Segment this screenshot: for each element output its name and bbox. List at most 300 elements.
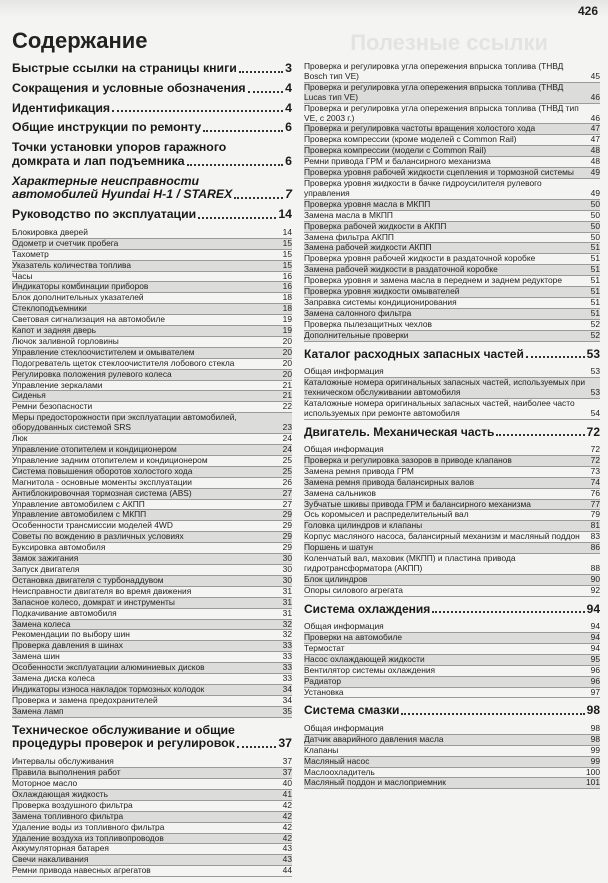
toc-entry-page: 51	[590, 253, 600, 264]
toc-entry-page: 21	[282, 379, 292, 390]
manual-list	[12, 228, 292, 718]
toc-entry[interactable]	[12, 381, 292, 392]
toc-section-manual-leader	[198, 217, 276, 219]
toc-entry-page: 98	[590, 733, 600, 744]
toc-section-leader	[248, 91, 284, 93]
toc-entry[interactable]	[12, 239, 292, 250]
engine-list	[304, 445, 600, 597]
toc-entry[interactable]	[12, 866, 292, 877]
toc-entry-text: Система повышения оборотов холостого хода	[12, 465, 193, 476]
toc-section[interactable]	[12, 121, 292, 135]
toc-entry-page: 19	[282, 314, 292, 325]
toc-entry-text: Интервалы обслуживания	[12, 756, 114, 767]
toc-entry-text: Проверка уровня масла в МКПП	[304, 198, 431, 209]
toc-entry-text: Общая информация	[304, 722, 384, 733]
toc-entry-text: Замена диска колеса	[12, 673, 95, 684]
toc-entry-page: 50	[590, 209, 600, 220]
toc-entry-text: Ремни привода ГРМ и балансирного механизма	[304, 156, 491, 167]
toc-entry-text: Одометр и счетчик пробега	[12, 237, 119, 248]
toc-entry-page: 23	[282, 422, 292, 433]
cooling-list	[304, 622, 600, 698]
toc-entry-page: 32	[282, 629, 292, 640]
toc-entry-page: 42	[282, 799, 292, 810]
toc-section[interactable]	[12, 102, 292, 116]
toc-entry-text: Проверка давления в шинах	[12, 640, 123, 651]
toc-entry-page: 79	[590, 509, 600, 520]
toc-entry-page: 49	[590, 167, 600, 178]
toc-entry-page: 25	[282, 454, 292, 465]
top-strip	[0, 0, 608, 18]
toc-entry-page: 88	[590, 562, 600, 573]
toc-entry-text: Проверка и регулировка угла опережения впрыска топлива (ТНВД тип VE, с 2003 г.)	[304, 102, 579, 123]
toc-entry-page: 53	[590, 366, 600, 376]
toc-entry-page: 37	[282, 756, 292, 767]
toc-entry[interactable]	[304, 179, 600, 200]
toc-entry-page: 81	[590, 520, 600, 531]
toc-section-jack-leader	[187, 164, 284, 166]
toc-entry-page: 46	[590, 112, 600, 123]
toc-entry-text: Проверка и регулировка частоты вращения холостого хода	[304, 123, 536, 134]
toc-entry-page: 51	[590, 242, 600, 253]
right-column	[304, 62, 600, 795]
toc-entry[interactable]	[304, 677, 600, 688]
toc-entry-page: 33	[282, 651, 292, 662]
toc-entry-text: Замена рабочей жидкости в раздаточной коробке	[304, 264, 498, 275]
toc-entry-page: 21	[282, 390, 292, 401]
toc-entry-text: Опоры силового агрегата	[304, 584, 403, 595]
toc-entry-text: Проверка и регулировка зазоров в приводе клапанов	[304, 454, 512, 465]
toc-entry-text: Замена ламп	[12, 705, 64, 716]
left-column	[12, 62, 292, 883]
toc-section-lubrication-page: 98	[586, 703, 600, 718]
toc-entry-text: Масляный поддон и маслоприемник	[304, 777, 446, 788]
toc-entry-page: 99	[590, 744, 600, 755]
toc-section-engine-leader	[496, 434, 584, 436]
toc-entry-page: 95	[590, 653, 600, 664]
toc-entry-text: Буксировка автомобиля	[12, 542, 106, 553]
toc-entry[interactable]	[304, 633, 600, 644]
toc-section-catalog-page: 53	[586, 346, 600, 361]
toc-entry-text: Дополнительные проверки	[304, 329, 409, 340]
toc-entry-page: 16	[282, 281, 292, 292]
toc-entry-text: Проверка уровня жидкости омывателей	[304, 286, 460, 297]
toc-entry-page: 29	[282, 531, 292, 542]
toc-entry-text: Магнитола - основные моменты эксплуатации	[12, 476, 192, 487]
toc-section-cooling-page: 94	[586, 601, 600, 616]
toc-entry-text: Замена топливного фильтра	[12, 810, 124, 821]
toc-entry-page: 48	[590, 156, 600, 167]
toc-entry-text: Запуск двигателя	[12, 563, 80, 574]
toc-entry-text: Индикаторы комбинации приборов	[12, 281, 149, 292]
pre-list	[304, 62, 600, 342]
toc-section-page: 6	[285, 120, 292, 135]
toc-entry-page: 26	[282, 476, 292, 487]
toc-entry-text: Зубчатые шкивы привода ГРМ и балансирного механизма	[304, 498, 531, 509]
toc-entry-page: 94	[590, 621, 600, 632]
toc-entry-text: Термостат	[304, 642, 345, 653]
toc-section-engine[interactable]	[304, 426, 600, 439]
toc-entry-page: 77	[590, 498, 600, 509]
toc-entry-page: 100	[586, 766, 600, 777]
toc-entry[interactable]	[304, 399, 600, 420]
toc-entry-text: Каталожные номера оригинальных запасных частей, используемых при техническом обслуживании автомобиля	[304, 376, 586, 397]
page-title: Содержание	[12, 28, 148, 53]
toc-entry-page: 34	[282, 694, 292, 705]
toc-entry-page: 32	[282, 618, 292, 629]
toc-entry-page: 43	[282, 843, 292, 854]
toc-entry[interactable]	[12, 598, 292, 609]
toc-entry-page: 54	[590, 407, 600, 418]
toc-entry-page: 20	[282, 368, 292, 379]
toc-section-catalog-text: Каталог расходных запасных частей	[304, 346, 524, 361]
toc-entry[interactable]	[12, 609, 292, 620]
toc-entry-text: Клапаны	[304, 744, 339, 755]
toc-entry-page: 35	[282, 705, 292, 716]
toc-section-faults-line2-row	[12, 188, 292, 202]
toc-section-jack-line2-row	[12, 155, 292, 169]
toc-entry-page: 29	[282, 542, 292, 553]
toc-entry-page: 53	[590, 386, 600, 397]
toc-entry-page: 92	[590, 584, 600, 595]
toc-section-jack-line1: Точки установки упоров гаражного	[12, 140, 227, 155]
toc-entry-page: 72	[590, 443, 600, 454]
toc-entry-text: Указатель количества топлива	[12, 259, 132, 270]
toc-entry-text: Блок цилиндров	[304, 573, 368, 584]
toc-entry-text: Замена ремня привода ГРМ	[304, 465, 414, 476]
toc-entry[interactable]	[12, 478, 292, 489]
toc-section-page: 3	[285, 61, 292, 75]
toc-section-text: Быстрые ссылки на страницы книги	[12, 61, 237, 75]
toc-section-manual-text: Руководство по эксплуатации	[12, 207, 197, 222]
toc-section-service-line2: процедуры проверок и регулировок	[12, 736, 235, 751]
toc-section-service-page: 37	[278, 736, 292, 751]
toc-entry-text: Свечи накаливания	[12, 854, 89, 865]
toc-entry-page: 31	[282, 596, 292, 607]
toc-entry-text: Масляный насос	[304, 755, 370, 766]
toc-entry[interactable]	[12, 413, 292, 434]
toc-entry-page: 94	[590, 642, 600, 653]
toc-entry-page: 33	[282, 673, 292, 684]
toc-entry-text: Советы по вождению в различных условиях	[12, 531, 184, 542]
toc-entry-page: 30	[282, 574, 292, 585]
toc-entry-page: 37	[282, 767, 292, 778]
toc-entry-page: 51	[590, 307, 600, 318]
toc-section-faults-page: 7	[285, 187, 292, 202]
toc-section-text: Сокращения и условные обозначения	[12, 80, 246, 95]
toc-entry[interactable]	[304, 331, 600, 342]
toc-entry-page: 30	[282, 553, 292, 564]
toc-entry-page: 41	[282, 788, 292, 799]
toc-entry-page: 20	[282, 346, 292, 357]
toc-entry-text: Установка	[304, 686, 344, 697]
toc-entry-text: Запасное колесо, домкрат и инструменты	[12, 596, 175, 607]
toc-section-page: 4	[285, 80, 292, 95]
toc-entry-text: Подкачивание автомобиля	[12, 607, 117, 618]
toc-section-cooling[interactable]	[304, 603, 600, 616]
toc-entry-page: 27	[282, 498, 292, 509]
toc-entry-page: 74	[590, 476, 600, 487]
toc-entry[interactable]	[12, 261, 292, 272]
toc-entry-page: 52	[590, 329, 600, 340]
toc-section-catalog[interactable]	[304, 348, 600, 361]
toc-entry-page: 96	[590, 675, 600, 686]
toc-entry-text: Тахометр	[12, 248, 49, 259]
toc-entry[interactable]	[12, 250, 292, 261]
toc-entry-page: 72	[590, 454, 600, 465]
toc-entry-page: 48	[590, 145, 600, 156]
toc-entry-page: 29	[282, 520, 292, 531]
toc-section-engine-page: 72	[586, 424, 600, 439]
toc-entry-page: 20	[282, 357, 292, 368]
toc-entry-text: Замена масла в МКПП	[304, 209, 393, 220]
toc-entry-text: Заправка системы кондиционирования	[304, 296, 457, 307]
toc-entry-page: 18	[282, 292, 292, 303]
toc-entry-text: Вентилятор системы охлаждения	[304, 664, 436, 675]
toc-entry-page: 14	[282, 226, 292, 237]
toc-entry[interactable]	[304, 746, 600, 757]
toc-entry-page: 40	[282, 778, 292, 789]
toc-section-text: Идентификация	[12, 100, 111, 115]
toc-entry-page: 33	[282, 640, 292, 651]
toc-section-lubrication-text: Система смазки	[304, 703, 400, 718]
toc-entry-text: Лючок заливной горловины	[12, 335, 119, 346]
toc-entry-text: Датчик аварийного давления масла	[304, 733, 444, 744]
toc-entry[interactable]	[12, 812, 292, 823]
toc-section-jack-line2: домкрата и лап подъемника	[12, 153, 185, 168]
toc-entry-text: Капот и задняя дверь	[12, 325, 97, 336]
toc-entry-page: 51	[590, 264, 600, 275]
toc-section-jack-page: 6	[285, 153, 292, 168]
toc-entry[interactable]	[304, 378, 600, 399]
toc-entry-text: Замок зажигания	[12, 553, 79, 564]
toc-entry[interactable]	[304, 211, 600, 222]
toc-entry-text: Проверка уровня и замена масла в переднем и заднем редукторе	[304, 275, 562, 286]
toc-entry-text: Проверка уровня рабочей жидкости сцепления и тормозной системы	[304, 167, 574, 178]
toc-entry-page: 42	[282, 821, 292, 832]
toc-entry-text: Проверка воздушного фильтра	[12, 799, 133, 810]
toc-entry-text: Ремни привода навесных агрегатов	[12, 865, 151, 876]
page-number: 426	[577, 4, 598, 18]
toc-entry-text: Замена салонного фильтра	[304, 307, 412, 318]
toc-entry-page: 99	[590, 755, 600, 766]
toc-entry-page: 42	[282, 810, 292, 821]
toc-entry-text: Проверка пылезащитных чехлов	[304, 318, 432, 329]
toc-entry-text: Замена фильтра АКПП	[304, 231, 394, 242]
toc-entry-page: 97	[590, 686, 600, 697]
toc-entry-text: Часы	[12, 270, 33, 281]
toc-entry[interactable]	[12, 370, 292, 381]
toc-section-faults-line2: автомобилей Hyundai H-1 / STAREX	[12, 187, 233, 202]
toc-entry-page: 86	[590, 542, 600, 553]
toc-entry-page: 76	[590, 487, 600, 498]
toc-entry-page: 50	[590, 220, 600, 231]
toc-entry-text: Поршень и шатун	[304, 542, 373, 553]
toc-entry-text: Радиатор	[304, 675, 342, 686]
toc-entry-text: Ось коромысел и распределительный вал	[304, 509, 469, 520]
toc-section[interactable]	[12, 82, 292, 96]
toc-entry[interactable]	[12, 707, 292, 718]
toc-section-leader	[112, 110, 283, 112]
ghost-heading: Полезные ссылки	[350, 30, 548, 55]
toc-entry-text: Управление отопителем и кондиционером	[12, 444, 177, 455]
toc-entry-page: 50	[590, 198, 600, 209]
toc-entry-text: Коленчатый вал, маховик (МКПП) и пластина привода гидротрансформатора (АКПП)	[304, 553, 516, 573]
toc-entry[interactable]	[304, 489, 600, 500]
toc-entry-text: Регулировка положения рулевого колеса	[12, 368, 172, 379]
toc-entry-page: 33	[282, 662, 292, 673]
toc-entry-page: 19	[282, 325, 292, 336]
toc-entry[interactable]	[304, 757, 600, 768]
toc-entry-text: Управление стеклоочистителем и омывателем	[12, 346, 195, 357]
toc-entry-page: 101	[586, 777, 600, 788]
toc-entry-page: 15	[282, 259, 292, 270]
toc-entry-text: Управление задним отопителем и кондиционером	[12, 454, 208, 465]
toc-entry-page: 47	[590, 123, 600, 134]
toc-entry-page: 51	[590, 286, 600, 297]
toc-entry-text: Проверка уровня рабочей жидкости в раздаточной коробке	[304, 253, 536, 264]
toc-section-catalog-leader	[526, 356, 585, 358]
toc-entry-page: 43	[282, 854, 292, 865]
toc-entry-page: 44	[282, 865, 292, 876]
toc-entry-page: 83	[590, 531, 600, 542]
toc-entry-page: 15	[282, 248, 292, 259]
toc-entry-text: Управление зеркалами	[12, 379, 103, 390]
toc-entry-page: 46	[590, 91, 600, 102]
toc-entry[interactable]	[304, 62, 600, 83]
toc-entry-text: Блок дополнительных указателей	[12, 292, 144, 303]
toc-entry-text: Проверка и регулировка угла опережения впрыска топлива (ТНВД Lucas тип VE)	[304, 81, 564, 102]
toc-section-faults[interactable]	[12, 175, 292, 203]
toc-entry-page: 25	[282, 465, 292, 476]
toc-entry[interactable]	[304, 586, 600, 597]
toc-section-cooling-leader	[432, 611, 584, 613]
toc-entry-text: Общая информация	[304, 366, 384, 376]
toc-section-service-leader	[237, 746, 277, 748]
toc-entry-text: Блокировка дверей	[12, 226, 88, 237]
toc-entry-text: Подогреватель щеток стеклоочистителя лобового стекла	[12, 357, 235, 368]
toc-entry-page: 96	[590, 664, 600, 675]
toc-section-service-line1: Техническое обслуживание и общие	[12, 722, 235, 737]
toc-section-engine-text: Двигатель. Механическая часть	[304, 424, 495, 439]
toc-entry-page: 24	[282, 444, 292, 455]
toc-section-manual-page: 14	[278, 207, 292, 222]
toc-entry-text: Головка цилиндров и клапаны	[304, 520, 423, 531]
toc-entry-page: 49	[590, 187, 600, 198]
toc-entry-text: Замена сальников	[304, 487, 377, 498]
toc-entry[interactable]	[304, 222, 600, 233]
toc-entry-page: 29	[282, 509, 292, 520]
toc-entry-text: Проверка компрессии (модели с Common Rail)	[304, 145, 487, 156]
toc-section[interactable]	[12, 62, 292, 76]
toc-entry-text: Удаление воды из топливного фильтра	[12, 821, 165, 832]
toc-entry-text: Моторное масло	[12, 778, 78, 789]
toc-entry-text: Ремни безопасности	[12, 401, 93, 412]
toc-entry-page: 18	[282, 303, 292, 314]
toc-section-leader	[203, 130, 283, 132]
toc-entry-text: Световая сигнализация на автомобиле	[12, 314, 166, 325]
toc-entry-page: 24	[282, 433, 292, 444]
lubrication-list	[304, 724, 600, 789]
toc-entry[interactable]	[304, 554, 600, 575]
toc-entry[interactable]	[304, 735, 600, 746]
toc-section-cooling-text: Система охлаждения	[304, 601, 431, 616]
toc-entry-text: Удаление воздуха из топливопроводов	[12, 832, 164, 843]
toc-entry-page: 22	[282, 401, 292, 412]
toc-entry-page: 34	[282, 683, 292, 694]
toc-entry-text: Антиблокировочная тормозная система (ABS)	[12, 487, 192, 498]
toc-entry-page: 20	[282, 335, 292, 346]
toc-entry-page: 31	[282, 607, 292, 618]
toc-entry[interactable]	[304, 478, 600, 489]
toc-section-lubrication[interactable]	[304, 704, 600, 717]
toc-entry[interactable]	[304, 778, 600, 789]
toc-entry[interactable]	[12, 489, 292, 500]
toc-entry-page: 51	[590, 296, 600, 307]
toc-entry-text: Аккумуляторная батарея	[12, 843, 109, 854]
toc-entry-text: Замена колеса	[12, 618, 71, 629]
service-list	[12, 757, 292, 877]
toc-entry-page: 16	[282, 270, 292, 281]
toc-entry-text: Проверки на автомобиле	[304, 632, 403, 642]
toc-entry-page: 27	[282, 487, 292, 498]
toc-section-jack[interactable]	[12, 141, 292, 169]
toc-entry-text: Общая информация	[304, 621, 384, 632]
toc-entry-text: Замена рабочей жидкости АКПП	[304, 242, 432, 253]
toc-entry-text: Управление автомобилем с АКПП	[12, 498, 145, 509]
toc-entry-text: Маслоохладитель	[304, 766, 375, 777]
toc-entry-text: Остановка двигателя с турбонаддувом	[12, 574, 164, 585]
toc-entry-text: Проверка рабочей жидкости в АКПП	[304, 220, 447, 231]
toc-entry-text: Меры предосторожности при эксплуатации автомобилей, оборудованных системой SRS	[12, 412, 237, 433]
toc-entry[interactable]	[304, 688, 600, 699]
toc-entry-text: Индикаторы износа накладок тормозных колодок	[12, 683, 205, 694]
toc-entry-text: Проверка компрессии (кроме моделей с Common Rail)	[304, 134, 517, 145]
toc-entry-page: 90	[590, 573, 600, 584]
toc-entry-text: Охлаждающая жидкость	[12, 788, 108, 799]
toc-entry-text: Проверка и замена предохранителей	[12, 694, 158, 705]
toc-entry-page: 52	[590, 318, 600, 329]
toc-entry[interactable]	[12, 823, 292, 834]
toc-section-manual[interactable]	[12, 208, 292, 222]
toc-entry[interactable]	[304, 666, 600, 677]
toc-entry-text: Каталожные номера оригинальных запасных частей, наиболее часто используемых при ремонте автомобиля	[304, 397, 575, 418]
toc-entry-text: Сиденья	[12, 390, 46, 401]
toc-section-text: Общие инструкции по ремонту	[12, 120, 202, 135]
toc-entry-text: Особенности трансмиссии моделей 4WD	[12, 520, 173, 531]
toc-entry-text: Рекомендации по выбору шин	[12, 629, 130, 640]
toc-section-faults-line1: Характерные неисправности	[12, 173, 200, 188]
toc-entry-page: 30	[282, 563, 292, 574]
toc-entry-page: 51	[590, 275, 600, 286]
toc-section-service[interactable]	[12, 724, 292, 752]
toc-entry[interactable]	[304, 104, 600, 125]
toc-entry-text: Люк	[12, 433, 28, 444]
toc-entry-text: Стеклоподъемники	[12, 303, 87, 314]
toc-section-page: 4	[285, 100, 292, 115]
toc-entry-text: Проверка уровня жидкости в бачке гидроусилителя рулевого управления	[304, 177, 542, 198]
toc-entry-text: Насос охлаждающей жидкости	[304, 653, 425, 664]
toc-entry-text: Замена шин	[12, 651, 60, 662]
toc-entry-page: 98	[590, 722, 600, 733]
toc-entry-page: 31	[282, 585, 292, 596]
toc-entry-text: Корпус масляного насоса, балансирный механизм и масляный поддон	[304, 531, 580, 542]
toc-section-lubrication-leader	[401, 713, 584, 715]
toc-section-service-line2-row	[12, 737, 292, 751]
catalog-list	[304, 367, 600, 420]
toc-entry[interactable]	[304, 83, 600, 104]
toc-entry-page: 47	[590, 134, 600, 145]
toc-entry-page: 45	[590, 70, 600, 81]
